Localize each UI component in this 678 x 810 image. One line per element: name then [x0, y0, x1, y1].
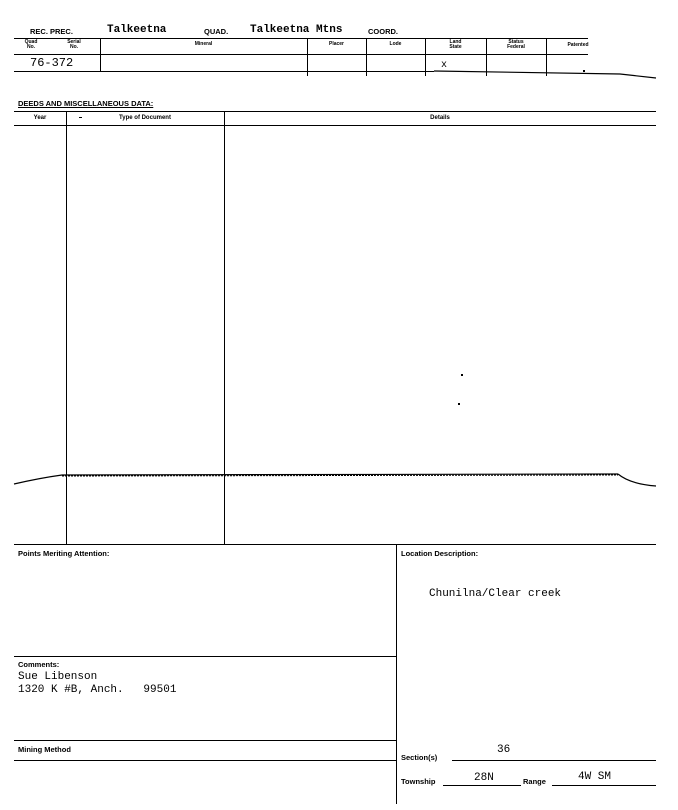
land-state-mark: x [441, 60, 448, 71]
col-land-state: Land State [449, 39, 462, 50]
deeds-title: DEEDS AND MISCELLANEOUS DATA: [18, 99, 154, 108]
township-value: 28N [474, 772, 494, 784]
mining-method-bottom-border [14, 760, 396, 761]
township-underline [443, 785, 521, 786]
col-status-federal: Status Federal [507, 39, 525, 50]
speck-2 [458, 403, 460, 405]
col-quad-no: Quad No. [24, 39, 38, 50]
quad-number-value: 76-372 [30, 56, 74, 70]
sections-value: 36 [497, 744, 511, 756]
location-label: Location Description: [401, 549, 479, 558]
rec-prec-label: REC. PREC. [30, 27, 73, 36]
quad-value: Talkeetna Mtns [250, 24, 343, 36]
col-patented: Patented [567, 42, 589, 48]
col-serial-no: Serial No. [67, 39, 81, 50]
deeds-header-divider [14, 125, 656, 126]
sections-label: Section(s) [401, 753, 438, 762]
points-bottom-border [14, 656, 396, 657]
lower-top-border [14, 544, 656, 545]
deeds-col-type: Type of Document [119, 115, 171, 121]
header-dash [79, 117, 82, 118]
page-fold-line [0, 466, 678, 492]
comments-bottom-border [14, 740, 396, 741]
stray-mark [583, 70, 585, 72]
comments-line-2: 1320 K #B, Anch. 99501 [18, 684, 177, 696]
range-value: 4W SM [578, 771, 612, 783]
lower-center-divider [396, 544, 397, 804]
deeds-col-details: Details [430, 115, 450, 121]
location-value: Chunilna/Clear creek [429, 588, 562, 600]
sections-underline [452, 760, 656, 761]
comments-label: Comments: [18, 660, 60, 669]
col-placer: Placer [328, 41, 344, 47]
points-label: Points Meriting Attention: [18, 549, 110, 558]
record-table-bottom-border [14, 71, 434, 72]
col-lode: Lode [389, 41, 402, 47]
coord-label: COORD. [368, 27, 398, 36]
rec-prec-value: Talkeetna [107, 24, 167, 36]
range-label: Range [523, 777, 546, 786]
range-underline [552, 785, 656, 786]
quad-label: QUAD. [204, 27, 229, 36]
deeds-col-year: Year [33, 115, 47, 121]
record-table-bottom-stroke [420, 60, 660, 90]
mining-method-label: Mining Method [18, 745, 71, 754]
speck-1 [461, 374, 463, 376]
township-label: Township [401, 777, 436, 786]
comments-line-1: Sue Libenson [18, 671, 98, 683]
deeds-top-border [14, 111, 656, 112]
col-mineral: Mineral [194, 41, 213, 47]
